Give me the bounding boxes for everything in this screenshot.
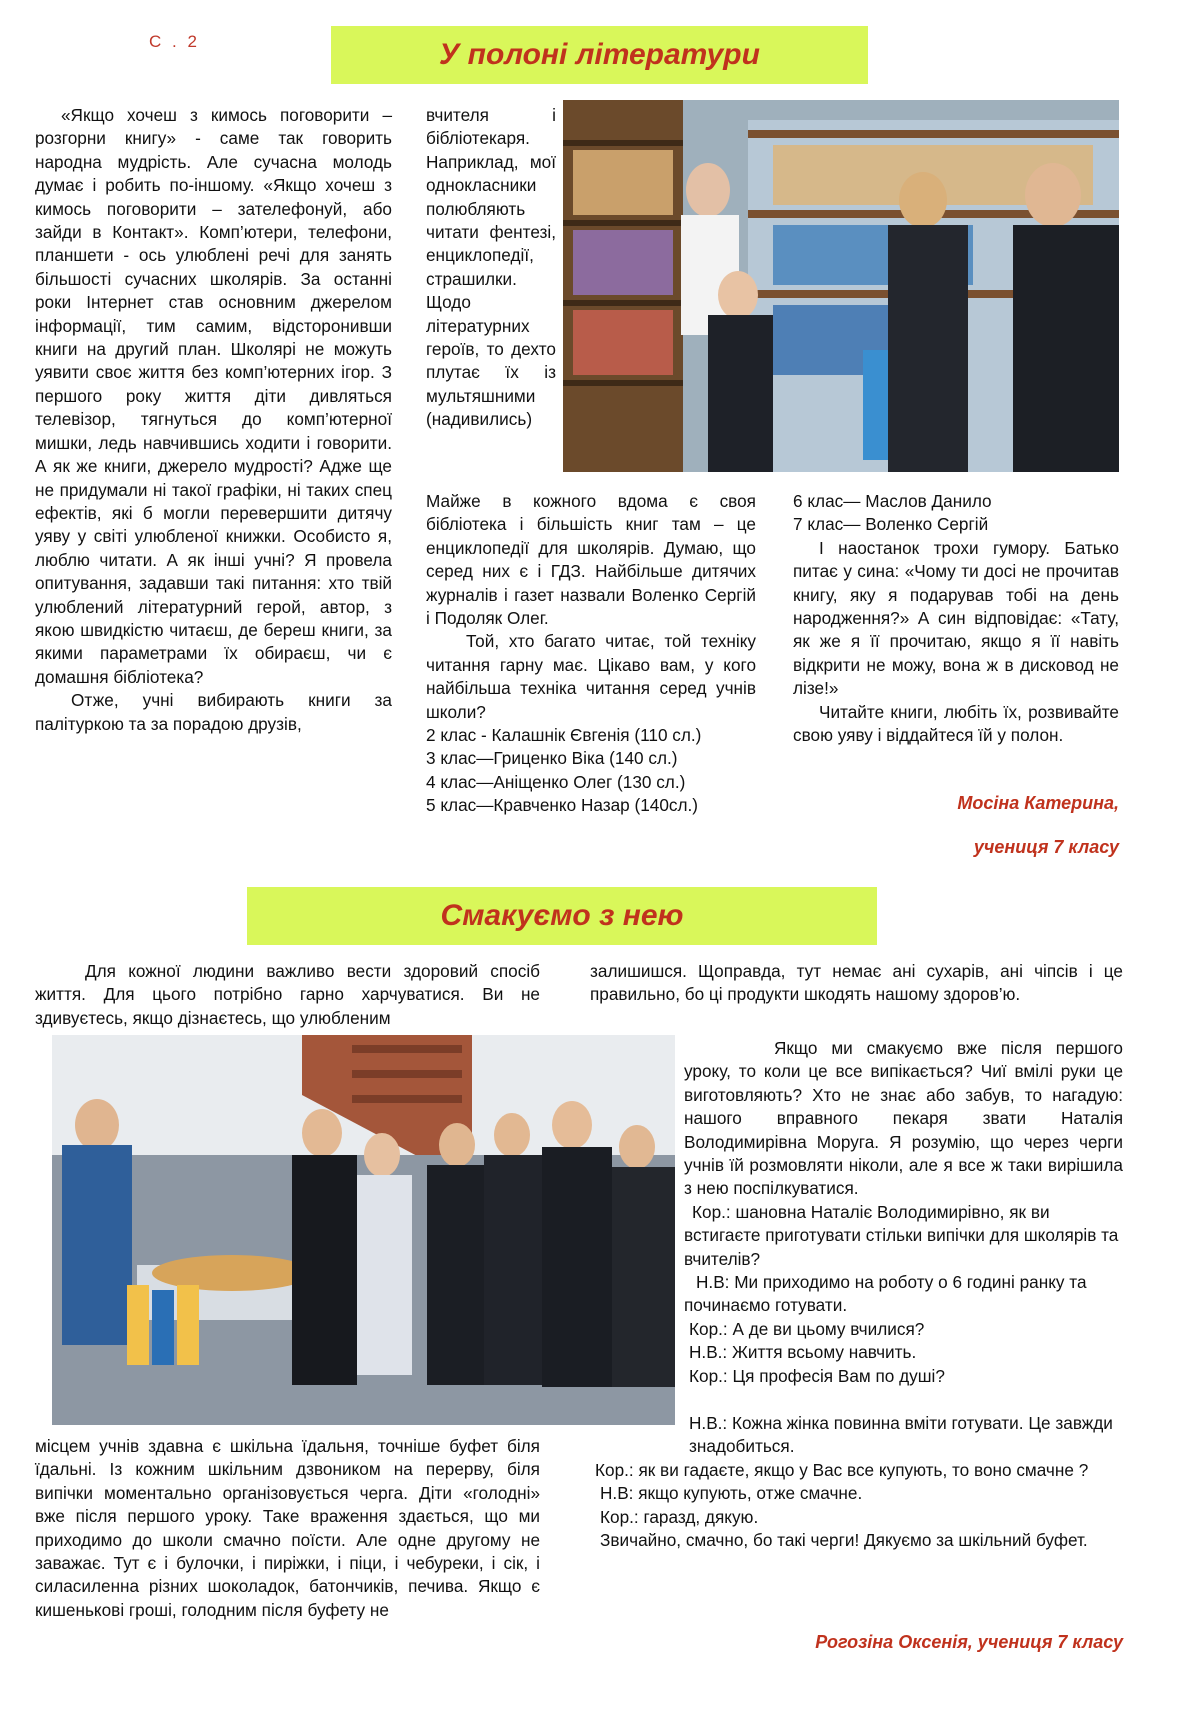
paragraph: Майже в кожного вдома є своя бібліотека і більшість книг там – це енциклопедії для школярів. Думаю, що серед них є і ГДЗ. Найбільше дитячих журналів і газет назвали Воленко Сергій і Подоляк Олег. [426,491,756,629]
paragraph: вчителя і бібліотекаря. Наприклад, мої однокласники полюбляють читати фентезі, енциклопедії, страшилки. Щодо літературних героїв, то дехто плутає їх із мультяшними (надивились) [426,105,556,430]
interview-line: Кор.: Ця професія Вам по душі? [689,1365,945,1386]
list-item: 6 клас— Маслов Данило [793,491,992,511]
interview-line: Н.В.: Життя всьому навчить. [689,1342,917,1363]
section-title: У полоні літератури [331,26,868,84]
list-item: 3 клас—Гриценко Віка (140 сл.) [426,748,678,769]
author-signature: учениця 7 класу [973,837,1119,857]
interview [590,1459,1123,1553]
article-column [35,104,392,736]
paragraph: Якщо ми смакуємо вже після першого уроку, то коли це все випікається? Чиї вмілі руки це виготовляють? Хто не знає або забув, то нагадую: нашого вправного пекаря звати Наталія Володимирівна Моруга. Я розумію, що через черги учнів їй розмовляти ніколи, але я все ж таки вирішила з нею поспілкуватися. [684,1038,1123,1199]
article-column [35,1435,540,1622]
page-number: С . 2 [149,32,200,51]
author-signature: Рогозіна Оксенія, учениця 7 класу [815,1632,1123,1652]
list-item: 7 клас— Воленко Сергій [793,514,989,535]
interview-line: Н.В: Ми приходимо на роботу о 6 годині ранку та починаємо готувати. [684,1272,1087,1316]
paragraph: Для кожної людини важливо вести здоровий спосіб життя. Для цього потрібно гарно харчуватися. Ви не здивуєтесь, якщо дізнаєтесь, що улюбленим [35,961,540,1028]
interview-line: Кор.: гаразд, дякую. [600,1506,759,1527]
interview-line: Кор.: А де ви цьому вчилися? [689,1318,925,1339]
library-photo [563,100,1119,472]
interview-line: Звичайно, смачно, бо такі черги! Дякуємо за шкільний буфет. [600,1530,1088,1551]
article-column [590,960,1123,1007]
interview [684,1201,1123,1388]
article-column [684,1037,1123,1388]
article-column [426,104,556,432]
interview-line: Кор.: як ви гадаєте, якщо у Вас все купують, то воно смачне ? [595,1460,1089,1480]
paragraph: І наостанок трохи гумору. Батько питає у сина: «Чому ти досі не прочитав книгу, яку я подарував тобі на день народження?» А син відповідає: «Тату, як же я її прочитаю, якщо я її навіть відкрити не можу, вона ж в дисковод не лізе!» [793,537,1119,699]
list-item: 5 клас—Кравченко Назар (140сл.) [426,795,699,816]
article-column [426,490,756,818]
paragraph: місцем учнів здавна є шкільна їдальня, точніше буфет біля їдальні. Із кожним шкільним дзвоником на перерву, біля випічки моментально організовується черга. Діти «голодні» вже після першого уроку. Таке враження здається, що ми приходимо до школи смачно поїсти. Але одне другому не заважає. Тут є і булочки, і пиріжки, і піци, і чебуреки, і сік, і силасиленна різних шоколадок, батончиків, печива. Якщо є кишенькові гроші, голодним після буфету не [35,1436,540,1620]
canteen-photo [52,1035,675,1425]
paragraph: Отже, учні вибирають книги за палітуркою та за порадою друзів, [35,690,392,734]
article-column [35,960,540,1030]
article-column [793,490,1119,747]
list-item: 4 клас—Аніщенко Олег (130 сл.) [426,771,686,792]
section-title: Смакуємо з нею [247,887,877,945]
paragraph: «Якщо хочеш з кимось поговорити – розгорни книгу» - саме так говорить народна мудрість. Але сучасна молодь думає і робить по-іншому. «Якщо хочеш з кимось поговорити – зателефонуй, або зайди в Контакт». Комп’ютери, телефони, планшети - ось улюблені речі для занять більшості сучасних школярів. За останні роки Інтернет став основним джерелом інформації, тим самим, відсторонивши книги на другий план. Школярі не можуть уявити своє життя без комп’ютерних ігор. З першого року життя діти дивляться телевізор, тягнуться до комп’ютерної мишки, ледь навчившись ходити і говорити. А як же книги, джерело мудрості? Адже ще не придумали ні такої графіки, ні таких спец ефектів, які б могли перевершити дитячу уяву у світі улюбленої книжки. Особисто я, люблю читати. А як інші учні? Я провела опитування, задавши такі питання: хто твій улюблений літературний герой, автор, з якою швидкістю читаєш, де береш книги, за якими параметрами їх обираєш, чи є домашня бібліотека? [35,105,392,687]
interview-line: Н.В: якщо купують, отже смачне. [600,1483,863,1504]
list-item: 2 клас - Калашнік Євгенія (110 сл.) [426,725,702,746]
paragraph: Читайте книги, любіть їх, розвивайте свою уяву і віддайтеся їй у полон. [793,701,1119,746]
reading-list [426,724,756,818]
interview-line [684,1412,1123,1459]
author-signature: Мосіна Катерина, [957,793,1119,813]
interview-line: Н.В.: Кожна жінка повинна вміти готувати. Це завжди знадобиться. [689,1413,1113,1457]
paragraph: залишишся. Щоправда, тут немає ані сухарів, ані чіпсів і це правильно, бо ці продукти шкодять нашому здоров’ю. [590,961,1123,1005]
paragraph: Той, хто багато читає, той техніку читання гарну має. Цікаво вам, у кого найбільша техніка читання серед учнів школи? [426,631,756,722]
interview-line: Кор.: шановна Наталіє Володимирівно, як ви встигаєте приготувати стільки випічки для школярів та вчителів? [684,1201,1119,1269]
